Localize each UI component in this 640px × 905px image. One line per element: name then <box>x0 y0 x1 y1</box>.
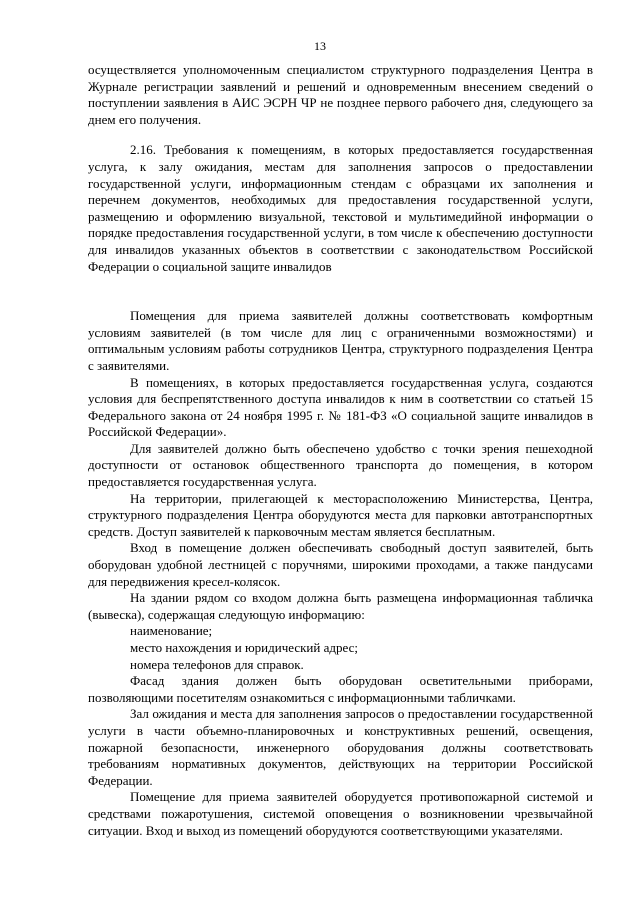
list-item: наименование; <box>130 623 213 639</box>
list-item: место нахождения и юридический адрес; <box>130 640 358 655</box>
document-body <box>88 62 593 839</box>
paragraph-parking: На территории, прилегающей к месторасположению Министерства, Центра, структурного подразделения Центра оборудуются места для парковки автотранспортных средств. Доступ заявителей к парковочным местам является бесплатным. <box>88 490 593 539</box>
paragraph-entrance: Вход в помещение должен обеспечивать свободный доступ заявителей, быть оборудован удобной лестницей с поручнями, широкими проходами, а также пандусами для передвижения кресел-колясок. <box>88 540 593 589</box>
paragraph-waiting-hall: Зал ожидания и места для заполнения запросов о предоставлении государственной услуги в части объемно-планировочных и конструктивных решений, освещения, пожарной безопасности, инженерного оборудования должны соответствовать требованиям нормативных документов, действующих на территории Российской Федерации. <box>88 706 593 788</box>
paragraph-disabled-access: В помещениях, в которых предоставляется государственная услуга, создаются условия для беспрепятственного доступа инвалидов к ним в соответствии со статьей 15 Федерального закона от 24 ноября 1995 г. № 181-ФЗ «О социальной защите инвалидов в Российской Федерации». <box>88 374 593 440</box>
paragraph-signboard: На здании рядом со входом должна быть размещена информационная табличка (вывеска), содержащая следующую информацию: <box>88 590 593 622</box>
paragraph-premises-requirements: Помещения для приема заявителей должны соответствовать комфортным условиям заявителей (в том числе для лиц с ограниченными возможностями) и оптимальным условиям работы сотрудников Центра, структурного подразделения Центра с заявителями. <box>88 308 593 373</box>
section-heading-2-16: 2.16. Требования к помещениям, в которых предоставляется государственная услуга, к залу ожидания, местам для заполнения запросов о предоставлении государственной услуги, информационным стендам с образцами их заполнения и перечнем документов, необходимых для предоставления государственной услуги, размещению и оформлению визуальной, текстовой и мультимедийной информации о порядке предоставления государственной услуги, в том числе к обеспечению доступности для инвалидов указанных объектов в соответствии с законодательством Российской Федерации о социальной защите инвалидов <box>88 142 593 274</box>
paragraph-fire-safety: Помещение для приема заявителей оборудуется противопожарной системой и средствами пожаротушения, системой оповещения о возникновении чрезвычайной ситуации. Вход и выход из помещений оборудуются соответствующими указателями. <box>88 789 593 838</box>
list-item: номера телефонов для справок. <box>130 656 304 672</box>
paragraph-facade-lighting: Фасад здания должен быть оборудован осветительными приборами, позволяющими посетителям ознакомиться с информационными табличками. <box>88 673 593 705</box>
continuation-paragraph: осуществляется уполномоченным специалистом структурного подразделения Центра в Журнале регистрации заявлений и решений и одновременным внесением сведений о поступлении заявления в АИС ЭСРН ЧР не позднее первого рабочего дня, следующего за днем его получения. <box>88 62 593 127</box>
paragraph-pedestrian-access: Для заявителей должно быть обеспечено удобство с точки зрения пешеходной доступности от остановок общественного транспорта до помещения, в котором предоставляется государственная услуга. <box>88 440 593 490</box>
signboard-info-list <box>88 623 593 673</box>
page-number: 13 <box>314 39 326 53</box>
